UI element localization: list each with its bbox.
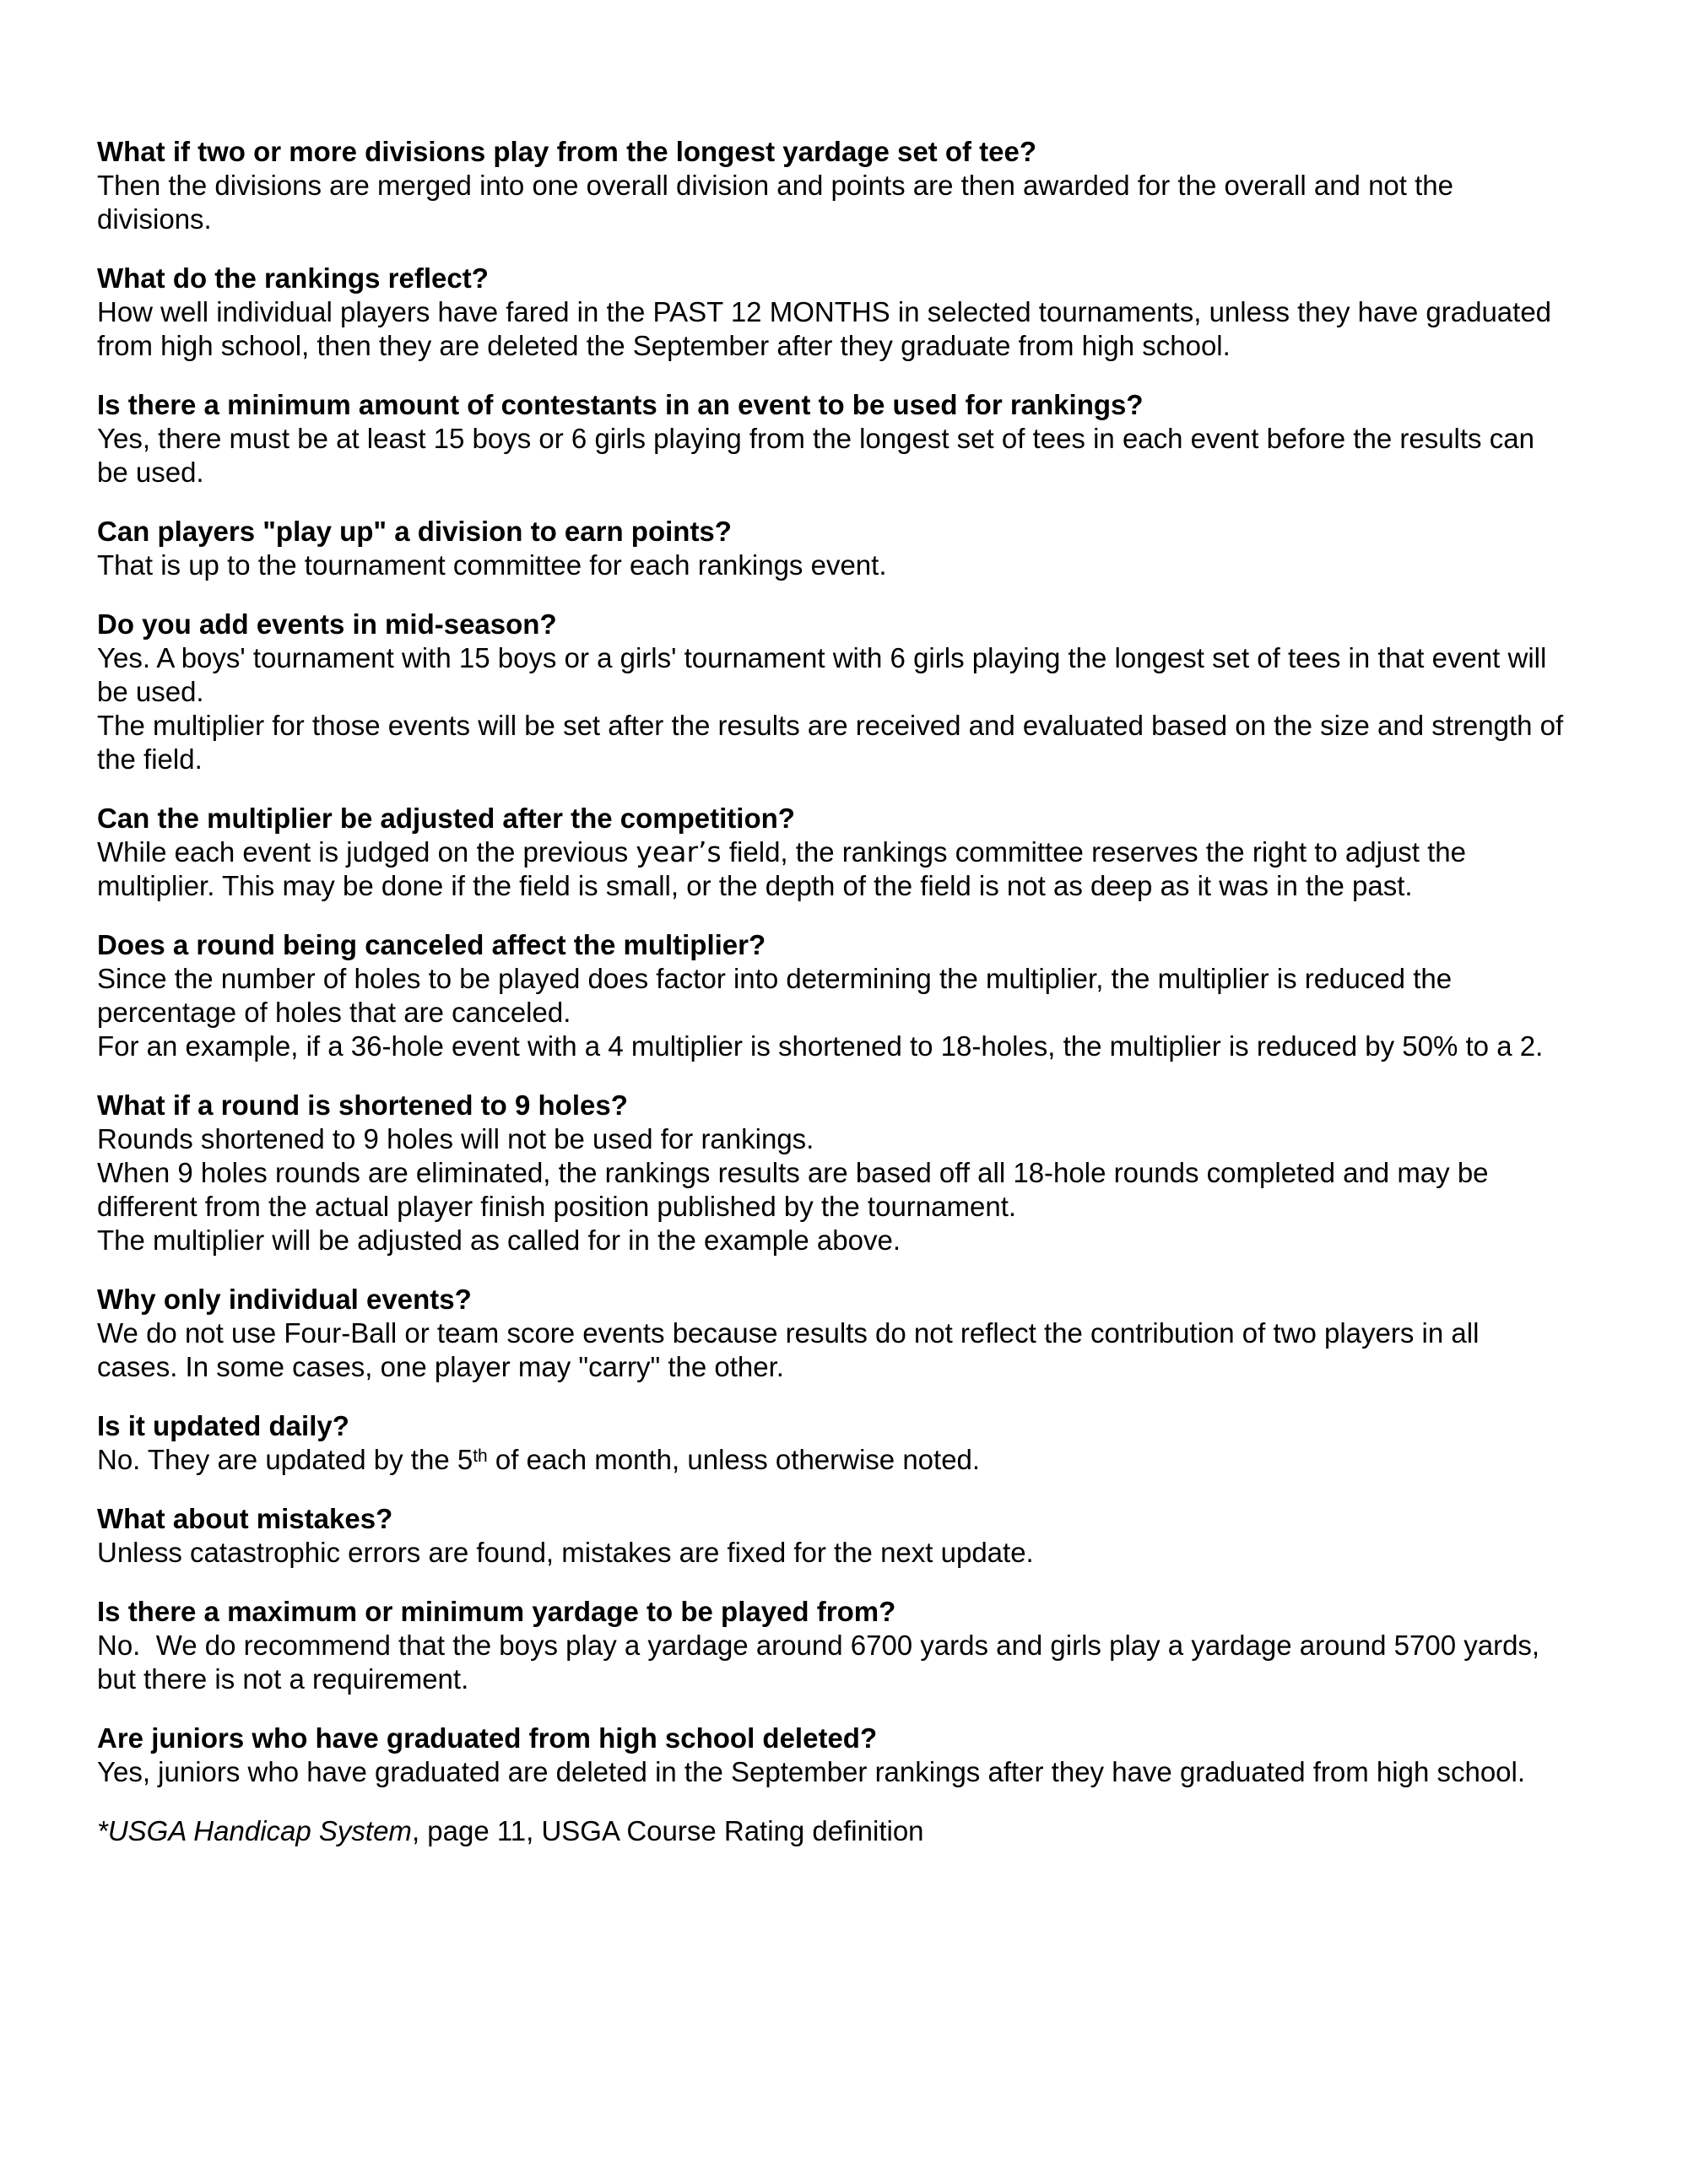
faq-item: [97, 388, 1566, 489]
faq-item: [97, 1409, 1566, 1477]
faq-answer: Rounds shortened to 9 holes will not be used for rankings.: [97, 1123, 814, 1154]
faq-answer: Yes, juniors who have graduated are deleted in the September rankings after they have graduated from high school.: [97, 1756, 1526, 1787]
faq-answer: We do not use Four-Ball or team score events because results do not reflect the contribution of two players in all cases. In some cases, one player may "carry" the other.: [97, 1317, 1487, 1382]
faq-item: [97, 135, 1566, 236]
faq-answer: Then the divisions are merged into one overall division and points are then awarded for the overall and not the divisions.: [97, 170, 1462, 235]
faq-question: Is it updated daily?: [97, 1410, 349, 1441]
faq-item: [97, 515, 1566, 582]
faq-question: Can the multiplier be adjusted after the competition?: [97, 803, 795, 834]
faq-answer: Yes, there must be at least 15 boys or 6 girls playing from the longest set of tees in each event before the results can be used.: [97, 423, 1543, 488]
faq-question: Does a round being canceled affect the multiplier?: [97, 929, 766, 960]
faq-question: Why only individual events?: [97, 1284, 472, 1315]
faq-item: [97, 262, 1566, 363]
faq-question: Can players "play up" a division to earn points?: [97, 516, 732, 547]
faq-answer: Since the number of holes to be played does factor into determining the multiplier, the multiplier is reduced the percentage of holes that are canceled.: [97, 963, 1460, 1028]
faq-question: Do you add events in mid-season?: [97, 608, 557, 640]
faq-item: [97, 608, 1572, 776]
faq-item: [97, 1502, 1566, 1570]
faq-answer: How well individual players have fared in the PAST 12 MONTHS in selected tournaments, unless they have graduated from high school, then they are deleted the September after they graduate from high school.: [97, 296, 1560, 361]
faq-question: What if a round is shortened to 9 holes?: [97, 1089, 628, 1121]
faq-question: Are juniors who have graduated from high school deleted?: [97, 1722, 878, 1754]
faq-item: [97, 1089, 1566, 1257]
faq-item: [97, 1722, 1566, 1789]
faq-answer: The multiplier will be adjusted as called for in the example above.: [97, 1224, 901, 1256]
faq-answer: While each event is judged on the previous year’s field, the rankings committee reserves the right to adjust the multiplier. This may be done if the field is small, or the depth of the field is not as deep as it was in the past.: [97, 835, 1474, 901]
faq-answer: That is up to the tournament committee for each rankings event.: [97, 549, 887, 581]
faq-question: What do the rankings reflect?: [97, 262, 489, 294]
faq-answer: When 9 holes rounds are eliminated, the rankings results are based off all 18-hole rounds completed and may be different from the actual player finish position published by the tournament.: [97, 1157, 1496, 1222]
faq-answer: The multiplier for those events will be set after the results are received and evaluated based on the size and strength of the field.: [97, 710, 1572, 775]
faq-question: What if two or more divisions play from the longest yardage set of tee?: [97, 136, 1037, 167]
faq-item: [97, 928, 1566, 1063]
faq-question: What about mistakes?: [97, 1503, 393, 1534]
footnote: *USGA Handicap System, page 11, USGA Course Rating definition: [97, 1815, 924, 1846]
faq-answer: For an example, if a 36-hole event with a 4 multiplier is shortened to 18-holes, the multiplier is reduced by 50% to a 2.: [97, 1030, 1544, 1062]
faq-list: [97, 135, 1572, 1789]
faq-item: [97, 1595, 1566, 1696]
faq-answer: No. They are updated by the 5th of each month, unless otherwise noted.: [97, 1444, 981, 1475]
faq-item: [97, 1283, 1566, 1384]
faq-question: Is there a maximum or minimum yardage to be played from?: [97, 1596, 896, 1627]
faq-answer: No. We do recommend that the boys play a yardage around 6700 yards and girls play a yardage around 5700 yards, but there is not a requirement.: [97, 1630, 1548, 1695]
faq-item: [97, 802, 1566, 903]
faq-answer: Unless catastrophic errors are found, mistakes are fixed for the next update.: [97, 1537, 1034, 1568]
faq-answer: Yes. A boys' tournament with 15 boys or a girls' tournament with 6 girls playing the longest set of tees in that event will be used.: [97, 642, 1555, 707]
faq-question: Is there a minimum amount of contestants in an event to be used for rankings?: [97, 389, 1144, 420]
